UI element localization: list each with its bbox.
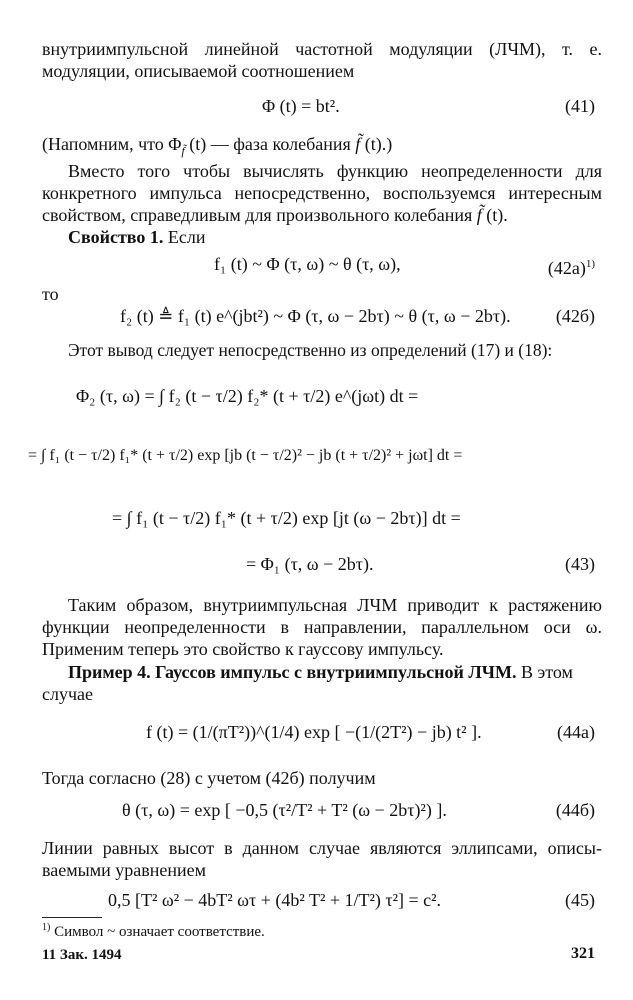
text-span: В этом (516, 662, 573, 682)
footnote-text: Символ ~ означает соответствие. (50, 924, 265, 940)
text-line: Применим теперь это свойство к гауссову импульсу. (42, 639, 444, 659)
equation-45: 0,5 [T² ω² − 4bT² ωτ + (4b² T² + 1/T²) τ²] = c². (108, 890, 442, 910)
text-span: (t). (481, 205, 508, 225)
text-line (42, 133, 602, 162)
equation-number-44a: (44а) (557, 722, 595, 742)
text-span: (42а) (547, 258, 586, 278)
equation-number-41: (41) (565, 96, 595, 116)
equation-42b: f₂ (t) ≜ f₁ (t) e^(jbt²) ~ Φ (τ, ω − 2bτ) ~ θ (τ, ω − 2bτ). (120, 306, 511, 326)
equation-number-42a (548, 252, 595, 280)
property-label: Свойство 1. (68, 227, 164, 247)
page-number: 321 (571, 945, 595, 962)
text-span: (t) — фаза колебания (184, 134, 356, 154)
footnote-rule (42, 917, 102, 918)
text-line: Тогда согласно (28) с учетом (42б) получим (42, 768, 376, 788)
text-line: модуляции, описываемой соотношением (42, 61, 355, 81)
text-line: то (42, 284, 59, 304)
text-line (68, 226, 602, 248)
text-line: функции неопределенности в направлении, параллельном оси ω. (42, 617, 602, 637)
example-label: Пример 4. Гауссов импульс с внутриимпульсной ЛЧМ. (68, 662, 517, 682)
text-span: (t).) (360, 134, 393, 154)
equation-44b: θ (τ, ω) = exp [ −0,5 (τ²/T² + T² (ω − 2bτ)²) ]. (122, 800, 447, 820)
equation-41: Φ (t) = bt². (262, 96, 340, 116)
equation-42a: f₁ (t) ~ Φ (τ, ω) ~ θ (τ, ω), (214, 254, 401, 274)
text-span: f̃ (355, 134, 361, 154)
equation-number-42b: (42б) (555, 306, 595, 326)
text-span: Если (163, 227, 206, 247)
equation-number-43: (43) (565, 554, 595, 574)
equation-44a: f (t) = (1/(πT²))^(1/4) exp [ −(1/(2T²) − jb) t² ]. (146, 722, 482, 742)
equation-43-line1: Φ₂ (τ, ω) = ∫ f₂ (t − τ/2) f₂* (t + τ/2) e^(jωt) dt = (76, 386, 419, 406)
text-line: внутриимпульсной линейной частотной модуляции (ЛЧМ), т. е. (42, 39, 602, 59)
equation-number-45: (45) (565, 890, 595, 910)
footnote-ref: 1) (585, 258, 595, 270)
footnote-mark: 1) (42, 922, 51, 933)
text-span: свойством, справедливым для произвольного колебания (42, 205, 477, 225)
footnote (42, 922, 265, 941)
text-line: конкретного импульса непосредственно, воспользуемся интересным (42, 183, 602, 203)
text-span: (Напомним, что Φ (42, 134, 182, 154)
text-line (68, 661, 602, 683)
text-line: Этот вывод следует непосредственно из определений (17) и (18): (68, 340, 553, 360)
text-line (42, 204, 602, 226)
text-span: f̃ (181, 144, 185, 158)
equation-43-line4: = Φ₁ (τ, ω − 2bτ). (246, 554, 374, 574)
text-line: случае (42, 684, 94, 704)
text-line: Вместо того чтобы вычислять функцию неопределенности для (68, 161, 602, 181)
printer-signature: 11 Зак. 1494 (42, 947, 122, 963)
text-line: ваемыми уравнением (42, 860, 207, 880)
equation-43-line2: = ∫ f₁ (t − τ/2) f₁* (t + τ/2) exp [jb (t − τ/2)² − jb (t + τ/2)² + jωt] dt = (28, 447, 463, 464)
text-line: Линии равных высот в данном случае являются эллипсами, описы- (42, 838, 602, 858)
equation-43-line3: = ∫ f₁ (t − τ/2) f₁* (t + τ/2) exp [jt (ω − 2bτ)] dt = (112, 508, 461, 528)
text-span: f̃ (476, 205, 482, 225)
equation-number-44b: (44б) (555, 800, 595, 820)
text-line: Таким образом, внутриимпульсная ЛЧМ приводит к растяжению (68, 595, 602, 615)
